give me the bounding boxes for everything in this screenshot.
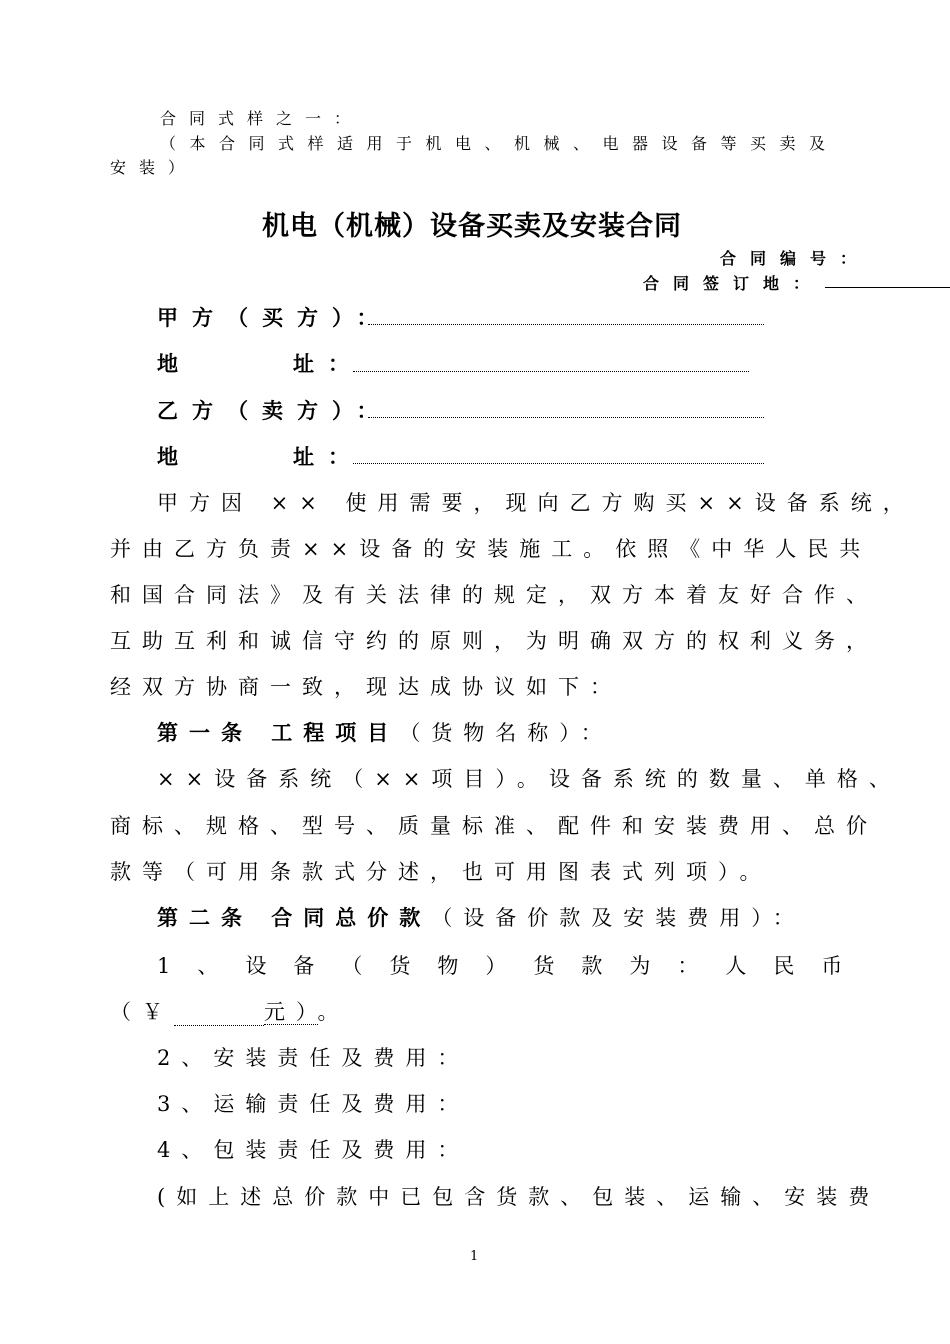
contract-number-label: 合同编号： (720, 249, 871, 268)
currency-open: （￥ (110, 1000, 174, 1024)
address-a-label-2: 址： (293, 352, 363, 376)
preamble-line-3: 和国合同法》及有关法律的规定，双方本着友好合作、 (110, 583, 878, 607)
page-number: 1 (470, 1249, 479, 1264)
currency-unit: 元） (264, 1000, 318, 1024)
party-b-line (368, 417, 764, 418)
article-2-heading-rest: （设备价款及安装费用）： (431, 906, 805, 930)
scope-line-2: 安装） (110, 158, 198, 177)
scope-line-1: （本合同式样适用于机电、机械、电器设备等买卖及 (160, 134, 839, 153)
preamble-line-5: 经双方协商一致，现达成协议如下： (110, 675, 622, 699)
sample-label: 合同式样之一： (160, 109, 364, 128)
party-b-label: 乙方（卖方）： (157, 399, 392, 423)
article-1-line-1: ××设备系统（××项目）。设备系统的数量、单格、 (157, 767, 901, 791)
article-1-heading-rest: （货物名称）： (399, 721, 613, 745)
preamble-line-1: 甲方因 ×× 使用需要，现向乙方购买××设备系统， (157, 491, 915, 515)
address-b-label-2: 址： (293, 445, 363, 469)
address-a-label-1: 地 (157, 352, 192, 376)
article-2-item-3: 3、运输责任及费用： (157, 1092, 470, 1116)
preamble-line-2: 并由乙方负责××设备的安装施工。依照《中华人民共 (110, 537, 872, 561)
article-1-line-2: 商标、规格、型号、质量标准、配件和安装费用、总价 (110, 814, 878, 838)
article-1-line-3: 款等（可用条款式分述，也可用图表式列项）。 (110, 860, 772, 884)
article-2-heading (157, 902, 805, 932)
article-2-item-1: 1、设备（货物）货款为：人民币 (157, 954, 870, 978)
sign-place-line (825, 287, 950, 288)
sign-place-label: 合同签订地： (643, 274, 824, 293)
address-b-line (353, 463, 764, 464)
article-2-item-2: 2、安装责任及费用： (157, 1046, 470, 1070)
article-1-heading-bold: 第一条 工程项目 (157, 721, 400, 745)
article-2-item-1-continued (110, 996, 350, 1026)
party-a-line (368, 324, 764, 325)
article-2-item-4: 4、包装责任及费用： (157, 1138, 470, 1162)
amount-end: 。 (317, 1000, 350, 1024)
article-1-heading (157, 717, 613, 747)
amount-line (174, 1005, 264, 1026)
address-b-label-1: 地 (157, 445, 192, 469)
article-2-heading-bold: 第二条 合同总价款 (157, 906, 432, 930)
document-title: 机电（机械）设备买卖及安装合同 (262, 211, 682, 242)
preamble-line-4: 互助互利和诚信守约的原则，为明确双方的权利义务， (110, 629, 878, 653)
article-2-note: (如上述总价款中已包含货款、包装、运输、安装费 (157, 1185, 881, 1209)
address-a-line (353, 371, 749, 372)
party-a-label: 甲方（买方）： (157, 306, 392, 330)
